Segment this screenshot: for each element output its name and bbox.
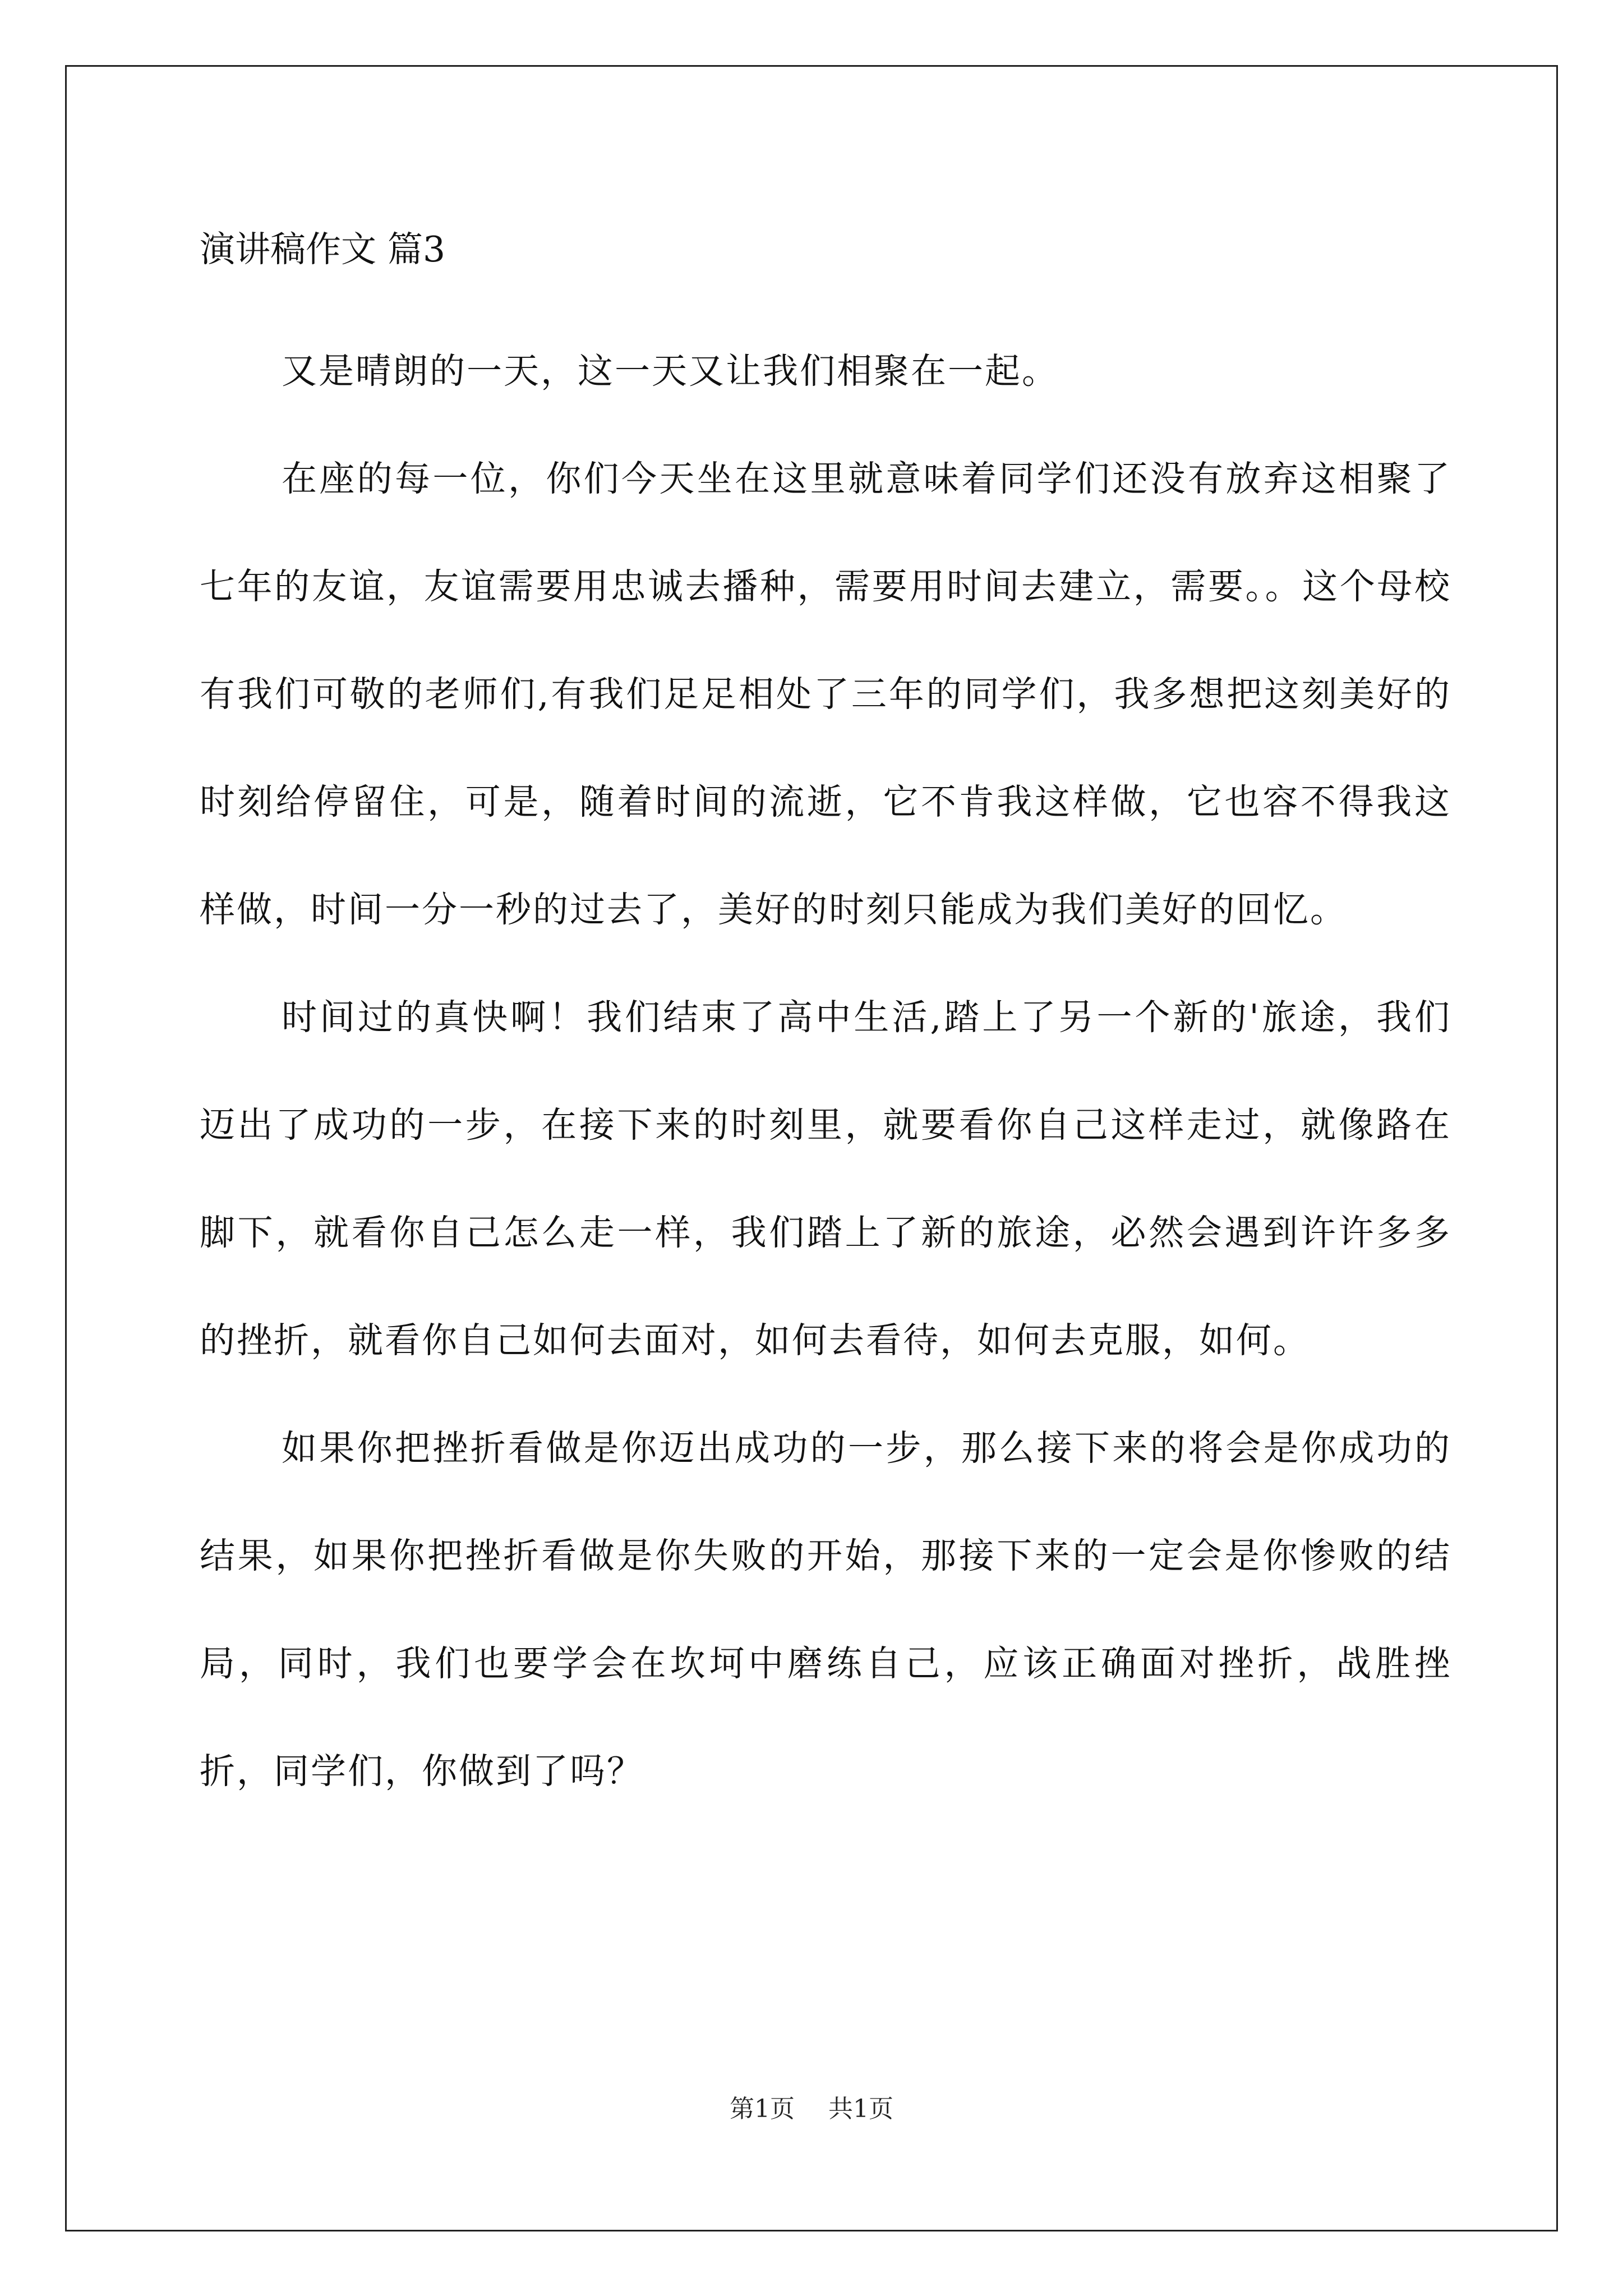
paragraph-4: 如果你把挫折看做是你迈出成功的一步，那么接下来的将会是你成功的结果，如果你把挫折看做是你失败的开始，那接下来的一定会是你惨败的结局，同时，我们也要学会在坎坷中磨练自己，应该正确面对挫折，战胜挫折，同学们，你做到了吗？ (200, 1428, 1451, 1792)
document-body (200, 213, 1451, 1825)
paragraph-2: 在座的每一位，你们今天坐在这里就意味着同学们还没有放弃这相聚了七年的友谊，友谊需要用忠诚去播种，需要用时间去建立，需要。。这个母校有我们可敬的老师们,有我们足足相处了三年的同学们，我多想把这刻美好的时刻给停留住，可是，随着时间的流逝，它不肯我这样做，它也容不得我这样做，时间一分一秒的过去了，美好的时刻只能成为我们美好的回忆。 (200, 458, 1451, 930)
paragraph-3: 时间过的真快啊！我们结束了高中生活,踏上了另一个新的'旅途，我们迈出了成功的一步，在接下来的时刻里，就要看你自己这样走过，就像路在脚下，就看你自己怎么走一样，我们踏上了新的旅途，必然会遇到许许多多的挫折，就看你自己如何去面对，如何去看待，如何去克服，如何。 (200, 997, 1451, 1361)
document-title: 演讲稿作文 篇3 (200, 229, 446, 270)
paragraph-1: 又是晴朗的一天，这一天又让我们相聚在一起。 (282, 351, 1059, 392)
page-footer (0, 2092, 1623, 2126)
page-number: 第1页 (730, 2095, 795, 2123)
page-total: 共1页 (828, 2095, 893, 2123)
